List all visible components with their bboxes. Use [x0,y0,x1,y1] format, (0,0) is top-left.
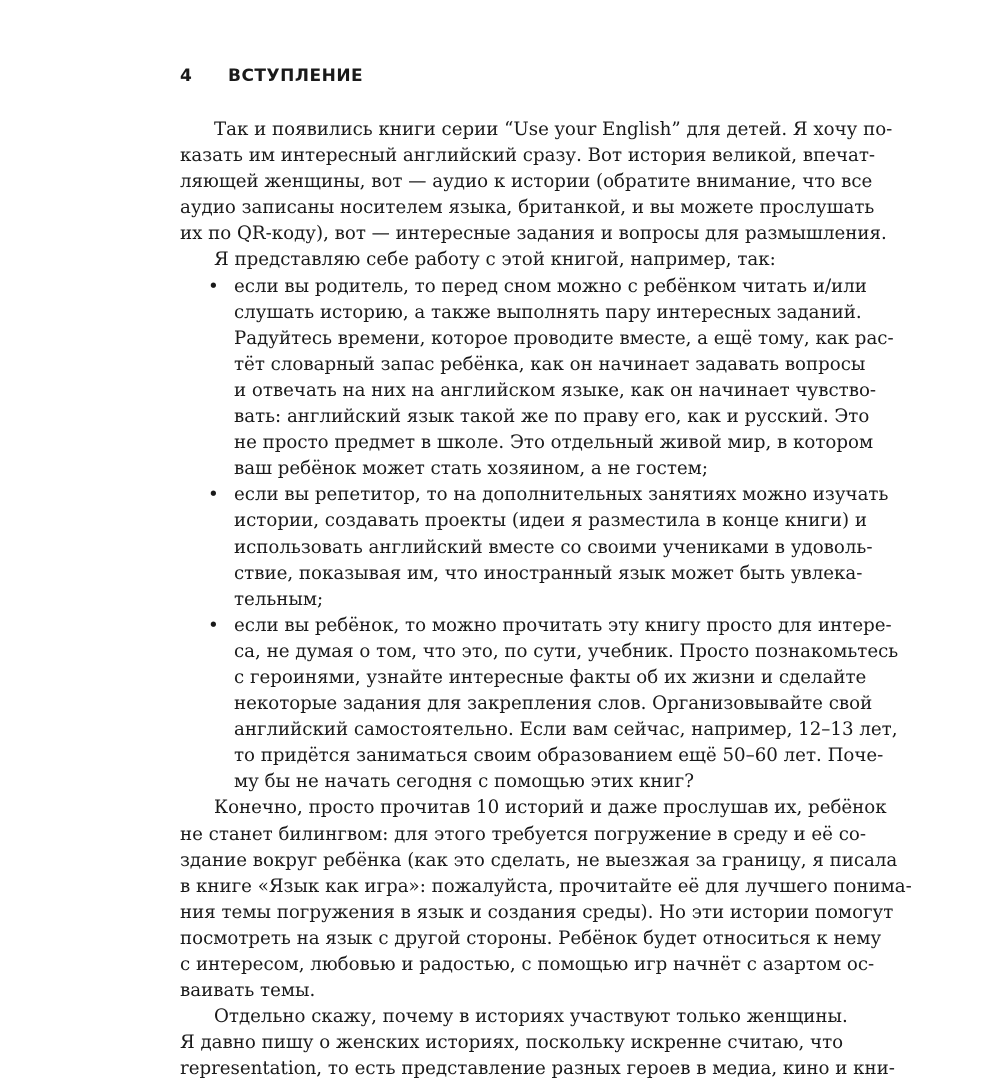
text-line [180,169,873,195]
text-line [180,143,876,169]
text-line [180,587,820,613]
text-line-content: representation, то есть представление разных героев в медиа, кино и кни- [180,1058,895,1080]
text-line [180,717,898,743]
text-line-content: то придётся заниматься своим образованием ещё 50–60 лет. Поче- [234,745,884,767]
text-line [180,795,887,821]
text-line-content: ваш ребёнок может стать хозяином, а не гостем; [234,458,708,480]
text-line-content: Я давно пишу о женских историях, поскольку искренне считаю, что [180,1032,844,1054]
text-line-content: если вы ребёнок, то можно прочитать эту книгу просто для интере- [234,614,892,636]
text-line-content: Радуйтесь времени, которое проводите вместе, а ещё тому, как рас- [234,327,894,349]
text-line [180,926,882,952]
text-line-content: некоторые задания для закрепления слов. Организовывайте свой [234,693,873,715]
text-line-content: Конечно, просто прочитав 10 историй и даже прослушав их, ребёнок [214,797,887,819]
page-number: 4 [180,66,193,86]
text-line-content: Отдельно скажу, почему в историях участвуют только женщины. [214,1006,848,1028]
text-line [180,430,874,456]
text-line [180,848,898,874]
text-line [180,952,875,978]
body-text [180,117,912,1082]
text-line-content: здание вокруг ребёнка (как это сделать, не выезжая за границу, я писала [180,849,898,871]
text-line [180,352,866,378]
text-line-content: ваивать темы. [180,980,316,1002]
text-line-content: тёт словарный запас ребёнка, как он начинает задавать вопросы [234,353,866,375]
text-line [180,874,912,900]
text-line-content: не станет билингвом: для этого требуется погружение в среду и её со- [180,823,866,845]
text-line [180,743,884,769]
text-line [180,1030,844,1056]
text-line-content: ния темы погружения в язык и создания среды). Но эти истории помогут [180,901,894,923]
text-line [180,665,867,691]
text-line-content: их по QR-коду), вот — интересные задания и вопросы для размышления. [180,223,887,245]
text-line-content: с героинями, узнайте интересные факты об их жизни и сделайте [234,666,867,688]
bullet-icon: • [208,275,219,297]
text-line-content: ствие, показывая им, что иностранный язык может быть увлека- [234,562,863,584]
text-line [180,769,820,795]
text-line [180,1056,895,1082]
text-line [180,404,870,430]
text-line [180,822,866,848]
text-line [180,561,863,587]
text-line-content: посмотреть на язык с другой стороны. Ребёнок будет относиться к нему [180,927,882,949]
text-line-content: Так и появились книги серии “Use your English” для детей. Я хочу по- [214,119,893,140]
text-line-content: вать: английский язык такой же по праву его, как и русский. Это [234,406,870,428]
text-line [180,482,889,508]
text-line [180,978,820,1004]
text-line [180,247,820,273]
section-title: ВСТУПЛЕНИЕ [228,66,364,86]
text-line-content: слушать историю, а также выполнять пару интересных заданий. [234,301,862,323]
text-line-content: са, не думая о том, что это, по сути, учебник. Просто познакомьтесь [234,640,899,662]
text-line [180,195,875,221]
text-line-content: если вы репетитор, то на дополнительных занятиях можно изучать [234,484,889,506]
text-line [180,1004,848,1030]
text-line-content: в книге «Язык как игра»: пожалуйста, прочитайте её для лучшего понима- [180,875,912,897]
text-line-content: Я представляю себе работу с этой книгой, например, так: [214,249,776,271]
text-line [180,456,820,482]
text-line [180,900,894,926]
text-line [180,378,877,404]
running-head [180,66,363,86]
text-line-content: ляющей женщины, вот — аудио к истории (обратите внимание, что все [180,171,873,193]
text-line-content: аудио записаны носителем языка, британкой, и вы можете прослушать [180,197,875,219]
text-line-content: не просто предмет в школе. Это отдельный живой мир, в котором [234,432,874,454]
bullet-icon: • [208,614,219,636]
text-line [180,221,887,247]
text-line-content: с интересом, любовью и радостью, с помощью игр начнёт с азартом ос- [180,954,875,975]
text-line [180,613,892,639]
text-line-content: казать им интересный английский сразу. Вот история великой, впечат- [180,145,876,167]
text-line-content: му бы не начать сегодня с помощью этих книг? [234,771,694,793]
text-line-content: и отвечать на них на английском языке, как он начинает чувство- [234,379,877,401]
text-line [180,274,867,300]
text-line [180,117,893,143]
text-line-content: истории, создавать проекты (идеи я разместила в конце книги) и [234,510,868,532]
bullet-icon: • [208,484,219,506]
text-line-content: тельным; [234,588,324,610]
text-line-content: английский самостоятельно. Если вам сейчас, например, 12–13 лет, [234,719,898,741]
text-line [180,326,894,352]
text-line [180,508,868,534]
text-line [180,300,862,326]
text-line-content: использовать английский вместе со своими учениками в удоволь- [234,536,873,558]
text-line [180,691,873,717]
text-line [180,639,899,665]
text-line [180,535,873,561]
text-line-content: если вы родитель, то перед сном можно с ребёнком читать и/или [234,275,867,297]
